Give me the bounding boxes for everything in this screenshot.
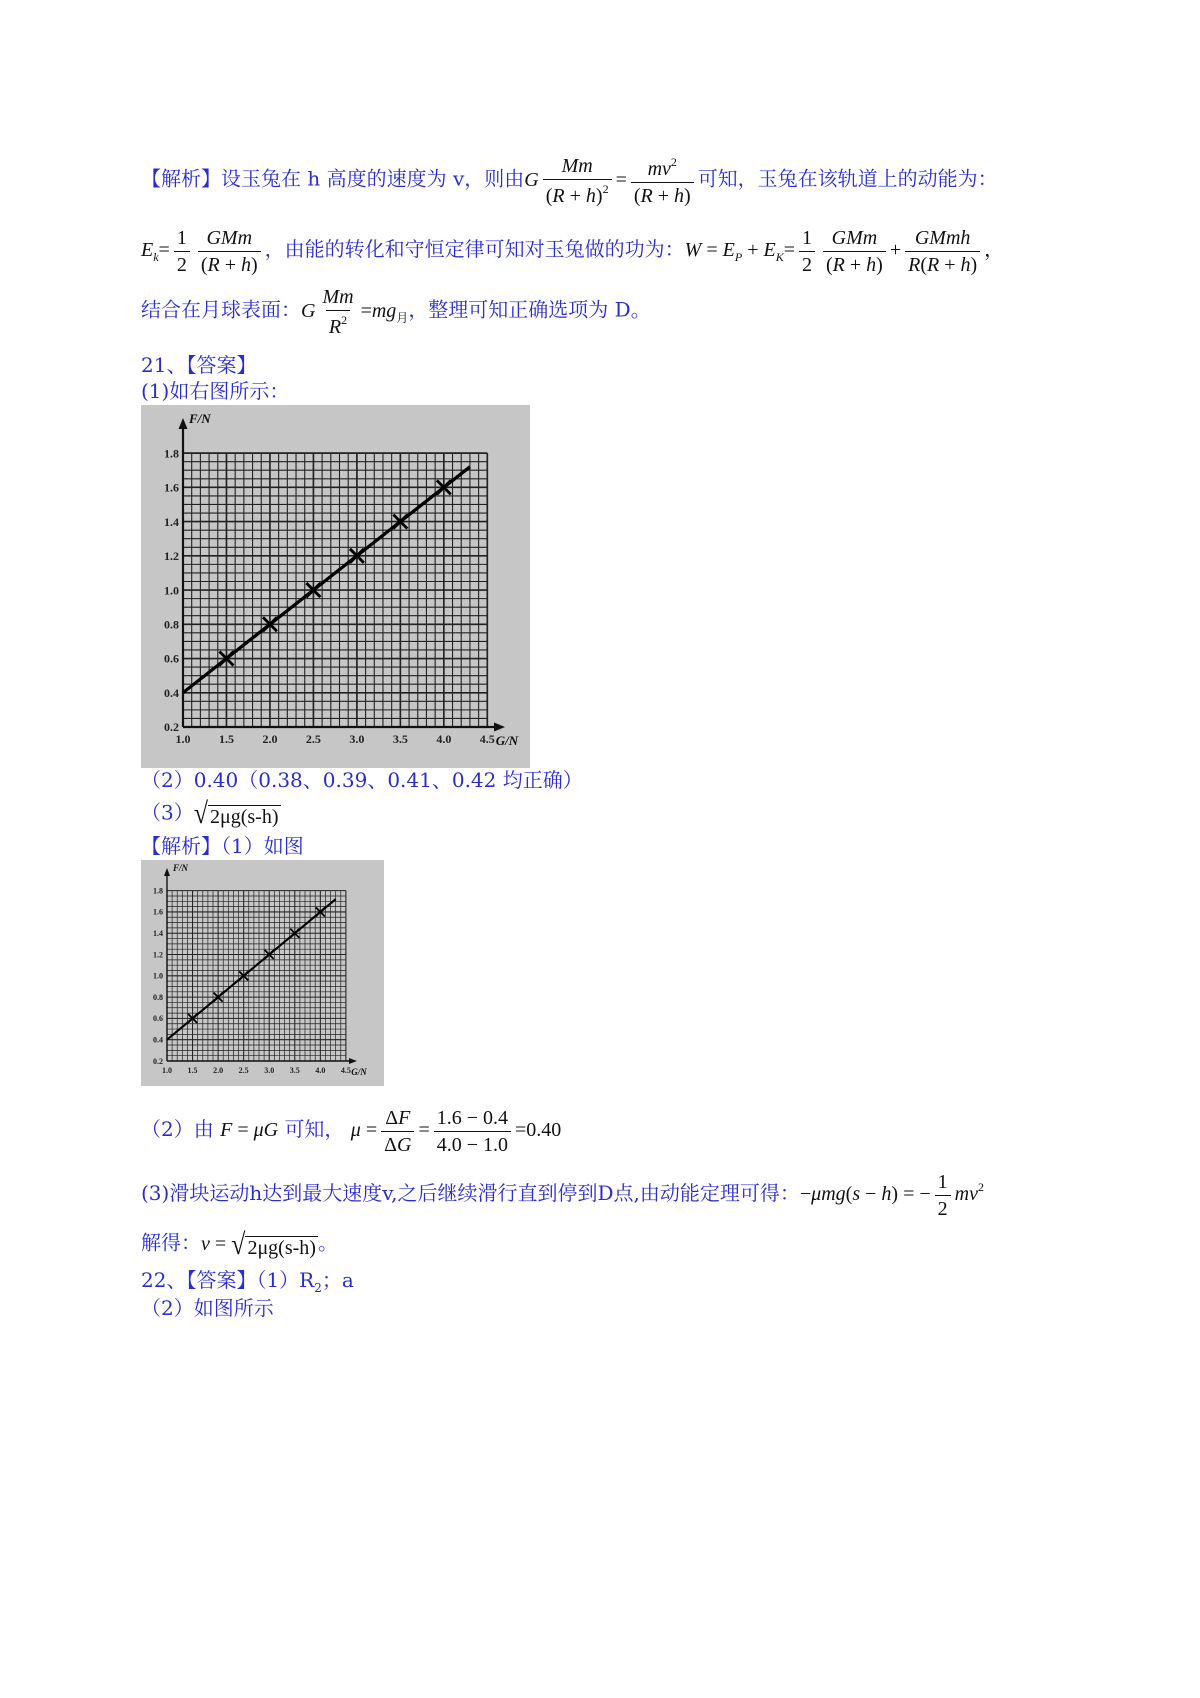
y-tick-label: 1.2 xyxy=(153,950,163,960)
x-tick-label: 2.5 xyxy=(238,1066,249,1075)
q21-analysis2-lead: （2）由 xyxy=(141,1117,214,1142)
eq-kinetic-energy: $E_k=$ $\frac{1}{2}$ $\frac{\text{GMm}}{(R + h)}$ xyxy=(141,239,265,261)
y-tick-label: 1.4 xyxy=(153,929,163,939)
q22-line1-b: ；a xyxy=(321,1268,354,1292)
sqrt-velocity-expr: 2μg(s-h) xyxy=(247,1237,316,1259)
q21-analysis2-mid: 可知， xyxy=(284,1117,345,1142)
fg-graph-analysis xyxy=(141,860,384,1086)
x-tick-label: 3.0 xyxy=(349,732,365,746)
q21-heading: 21、【答案】 xyxy=(141,353,257,377)
q22-line2: （2）如图所示 xyxy=(141,1296,274,1320)
y-tick-label: 0.4 xyxy=(164,685,179,700)
y-tick-label: 0.8 xyxy=(164,617,179,632)
y-tick-label: 1.2 xyxy=(164,549,179,564)
x-tick-label: 2.0 xyxy=(262,732,278,746)
eq-work: $W = E_P + E_K=$ $\frac{1}{2}$ $\frac{\text{GMm}}{(R + h)}$ + $\frac{\text{GMmh}}{R(R + h)}$ ， xyxy=(684,227,1005,276)
analysis-line-1 xyxy=(141,156,998,206)
x-tick-label: 3.5 xyxy=(392,732,408,746)
eq-work-energy: −μmg(s − h) = − $\frac{1}{2}$ $mv^2$ xyxy=(799,1171,984,1220)
analysis-after-eq1: 可知，玉兔在该轨道上的动能为： xyxy=(697,166,998,191)
analysis-line3-tail: ，整理可知正确选项为 D。 xyxy=(408,297,651,322)
x-tick-label: 1.0 xyxy=(175,732,191,746)
y-tick-label: 1.0 xyxy=(164,583,179,598)
mu-num: 1.6 − 0.4 xyxy=(436,1107,509,1129)
x-tick-label: 4.0 xyxy=(436,732,452,746)
fg-graph-answer-svg xyxy=(141,405,530,768)
x-tick-label: 1.5 xyxy=(218,732,234,746)
q21-item1: (1)如右图所示： xyxy=(141,379,290,403)
q21-solve-tail: 。 xyxy=(317,1230,338,1255)
y-tick-label: 1.8 xyxy=(153,886,163,896)
eq-surface-gravity: G $\frac{Mm}{R^2}$ $=mg_月$ xyxy=(301,286,409,338)
q21-item2: （2）0.40（0.38、0.39、0.41、0.42 均正确） xyxy=(141,768,583,792)
x-axis-label: G/N xyxy=(351,1067,367,1077)
x-tick-label: 2.0 xyxy=(213,1066,224,1075)
y-axis-arrow xyxy=(179,418,188,429)
analysis-line3-lead: 结合在月球表面： xyxy=(141,297,301,322)
x-tick-label: 1.5 xyxy=(187,1066,198,1075)
y-tick-label: 0.8 xyxy=(153,992,163,1002)
mu-den: 4.0 − 1.0 xyxy=(434,1131,511,1155)
y-tick-label: 1.6 xyxy=(153,907,163,917)
x-axis-arrow xyxy=(494,723,505,732)
q22-line1-sub: 2 xyxy=(314,1281,322,1295)
x-tick-label: 1.0 xyxy=(162,1066,172,1075)
analysis-lead: 【解析】设玉兔在 h 高度的速度为 v，则由 xyxy=(141,166,525,191)
y-tick-label: 1.8 xyxy=(164,446,179,461)
analysis-line2-mid: ，由能的转化和守恒定律可知对玉兔做的功为： xyxy=(264,237,685,262)
q22-line1-a: 22、【答案】（1）R xyxy=(141,1268,315,1292)
fg-graph-analysis-svg xyxy=(141,860,384,1086)
x-tick-label: 4.0 xyxy=(315,1066,326,1075)
y-tick-label: 0.6 xyxy=(153,1014,163,1024)
x-tick-label: 4.5 xyxy=(340,1066,351,1075)
analysis-line-2 xyxy=(141,228,1004,275)
eq-velocity: v = √ 2μg(s-h) xyxy=(201,1227,316,1262)
q21-analysis3-text: (3)滑块运动h达到最大速度v,之后继续滑行直到停到D点,由动能定理可得： xyxy=(141,1181,800,1206)
q21-solve xyxy=(141,1227,338,1262)
y-axis-label: F/N xyxy=(173,863,189,874)
q21-analysis-head: 【解析】（1）如图 xyxy=(141,834,304,858)
y-tick-label: 0.2 xyxy=(164,720,179,735)
q21-solve-lead: 解得： xyxy=(141,1230,201,1255)
analysis-line-3 xyxy=(141,287,651,337)
y-tick-label: 1.6 xyxy=(164,480,179,495)
y-tick-label: 0.6 xyxy=(164,651,179,666)
x-axis-arrow xyxy=(349,1058,357,1064)
q21-analysis2 xyxy=(141,1108,561,1155)
x-tick-label: 4.5 xyxy=(479,732,495,746)
y-tick-label: 1.0 xyxy=(153,971,163,981)
q22-line1 xyxy=(141,1270,354,1294)
x-axis-label: G/N xyxy=(495,733,519,748)
x-tick-label: 3.0 xyxy=(264,1066,275,1075)
fg-graph-answer xyxy=(141,405,530,768)
x-tick-label: 3.5 xyxy=(289,1066,300,1075)
y-axis-arrow xyxy=(164,868,170,876)
eq-orbit-force: G $\frac{Mm}{(R + h)^2}$ = $\frac{mv^2}{(R + h)}$ xyxy=(524,169,697,191)
q21-analysis3 xyxy=(141,1172,984,1219)
q21-item3-label: （3） xyxy=(141,800,194,825)
eq-mu: μ = $\frac{\Delta F}{\Delta G}$ = $\frac{1.6 - 0.4}{4.0 - 1.0}$ =0.40 xyxy=(350,1107,562,1156)
y-tick-label: 1.4 xyxy=(164,514,179,529)
mu-result: =0.40 xyxy=(515,1119,562,1142)
x-tick-label: 2.5 xyxy=(305,732,321,746)
eq-friction: F = μG xyxy=(220,1119,279,1142)
sqrt-answer: √ 2μg(s-h) xyxy=(193,796,279,831)
sqrt-answer-expr: 2μg(s-h) xyxy=(210,806,279,828)
q21-item3 xyxy=(141,796,281,831)
y-tick-label: 0.4 xyxy=(153,1035,163,1045)
y-axis-label: F/N xyxy=(189,410,211,426)
y-tick-label: 0.2 xyxy=(153,1056,163,1066)
